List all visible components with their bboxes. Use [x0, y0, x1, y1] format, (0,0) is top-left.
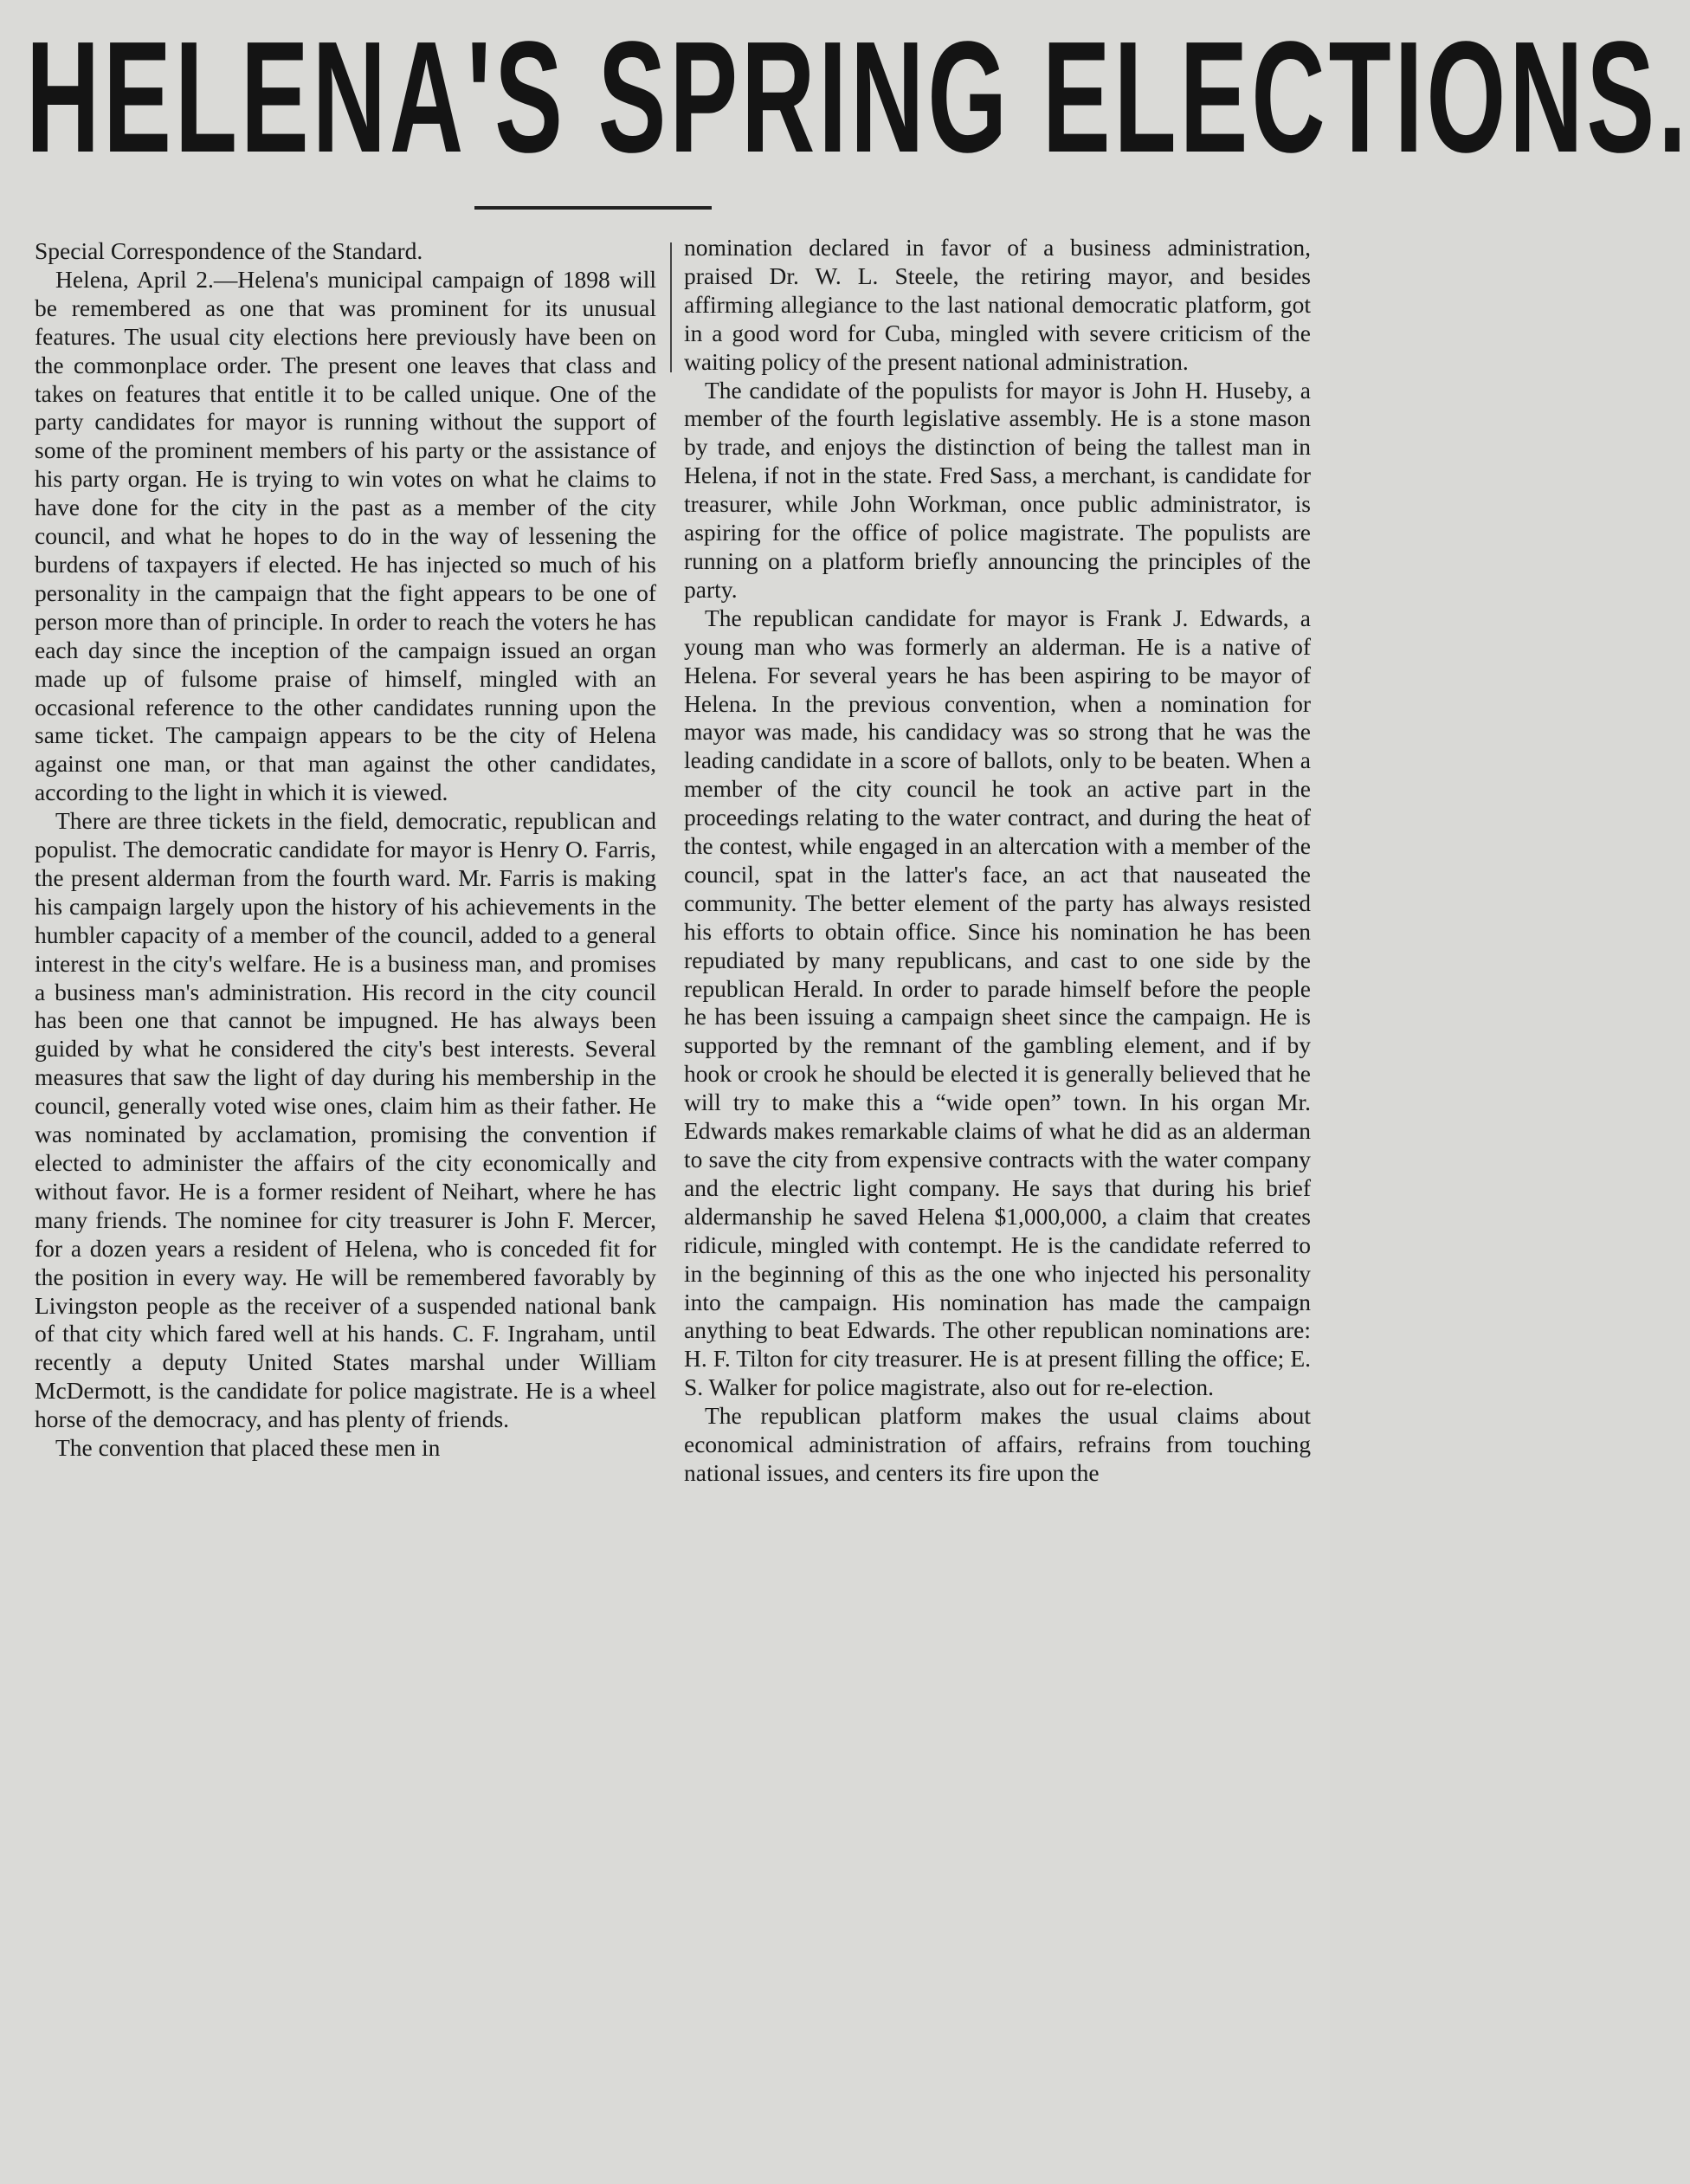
column-divider: [670, 242, 672, 372]
headline-rule: [474, 206, 712, 210]
article-paragraph: The republican candidate for mayor is Frank J. Edwards, a young man who was formerly an alderman. He is a native of Helena. For several years he has been aspiring to be mayor of Helena. In the previous convention, when a nomination for mayor was made, his candidacy was so strong that he was the leading candidate in a score of ballots, only to be beaten. When a member of the city council he took an active part in the proceedings relating to the water contract, and during the heat of the contest, while engaged in an altercation with a member of the council, spat in the latter's face, an act that nauseated the community. The better element of the party has always resisted his efforts to obtain office. Since his nomination he has been repudiated by many republicans, and cast to one side by the republican Herald. In order to parade himself before the people he has been issuing a campaign sheet since the campaign. He is supported by the remnant of the gambling element, and if by hook or crook he should be elected it is generally believed that he will try to make this a “wide open” town. In his organ Mr. Edwards makes remarkable claims of what he did as an alderman to save the city from expensive contracts with the water company and the electric light company. He says that during his brief aldermanship he saved Helena $1,000,000, a claim that creates ridicule, mingled with contempt. He is the candidate referred to in the beginning of this as the one who injected his personality into the campaign. His nomination has made the campaign anything to beat Edwards. The other republican nominations are: H. F. Tilton for city treasurer. He is at present filling the office; E. S. Walker for police magistrate, also out for re-election.: [684, 604, 1311, 1401]
article-column-left: [35, 237, 656, 2181]
dateline: Helena, April 2.—: [55, 265, 238, 293]
headline: HELENA'S SPRING ELECTIONS.: [26, 9, 1690, 187]
article-paragraph: The candidate of the populists for mayor is John H. Huseby, a member of the fourth legislative assembly. He is a stone mason by trade, and enjoys the distinction of being the tallest man in Helena, if not in the state. Fred Sass, a merchant, is candidate for treasurer, while John Workman, once public administrator, is aspiring for the office of police magistrate. The populists are running on a platform briefly announcing the principles of the party.: [684, 376, 1311, 603]
article-paragraph: [35, 266, 656, 807]
article-paragraph: The convention that placed these men in: [55, 1434, 441, 1462]
byline: Special Correspondence of the Standard.: [35, 237, 423, 264]
article-paragraph: The republican platform makes the usual claims about economical administration of affairs, refrains from touching national issues, and centers its fire upon the: [684, 1402, 1311, 1486]
article-paragraph: There are three tickets in the field, democratic, republican and populist. The democratic candidate for mayor is Henry O. Farris, the present alderman from the fourth ward. Mr. Farris is making his campaign largely upon the history of his achievements in the humbler capacity of a member of the council, added to a general interest in the city's welfare. He is a business man, and promises a business man's administration. His record in the city council has been one that cannot be impugned. He has always been guided by what he considered the city's best interests. Several measures that saw the light of day during his membership in the council, generally voted wise ones, claim him as their father. He was nominated by acclamation, promising the convention if elected to administer the affairs of the city economically and without favor. He is a former resident of Neihart, where he has many friends. The nominee for city treasurer is John F. Mercer, for a dozen years a resident of Helena, who is conceded fit for the position in every way. He will be remembered favorably by Livingston people as the receiver of a suspended national bank of that city which fared well at his hands. C. F. Ingraham, until recently a deputy United States marshal under William McDermott, is the candidate for police magistrate. He is a wheel horse of the democracy, and has plenty of friends.: [35, 807, 656, 1433]
article-paragraph: nomination declared in favor of a business administration, praised Dr. W. L. Steele, the retiring mayor, and besides affirming allegiance to the last national democratic platform, got in a good word for Cuba, mingled with severe criticism of the waiting policy of the present national administration.: [684, 234, 1311, 375]
article-column-right: [684, 234, 1311, 2177]
paragraph-text: Helena's municipal campaign of 1898 will be remembered as one that was prominent for its unusual features. The usual city elections here previously have been on the commonplace order. The present one leaves that class and takes on features that entitle it to be called unique. One of the party candidates for mayor is running without the support of some of the prominent members of his party or the assistance of his party organ. He is trying to win votes on what he claims to have done for the city in the past as a member of the city council, and what he hopes to do in the way of lessening the burdens of taxpayers if elected. He has injected so much of his personality in the campaign that the fight appears to be one of person more than of principle. In order to reach the voters he has each day since the inception of the campaign issued an organ made up of fulsome praise of himself, mingled with an occasional reference to the other candidates running upon the same ticket. The campaign appears to be the city of Helena against one man, or that man against the other candidates, according to the light in which it is viewed.: [35, 265, 656, 806]
